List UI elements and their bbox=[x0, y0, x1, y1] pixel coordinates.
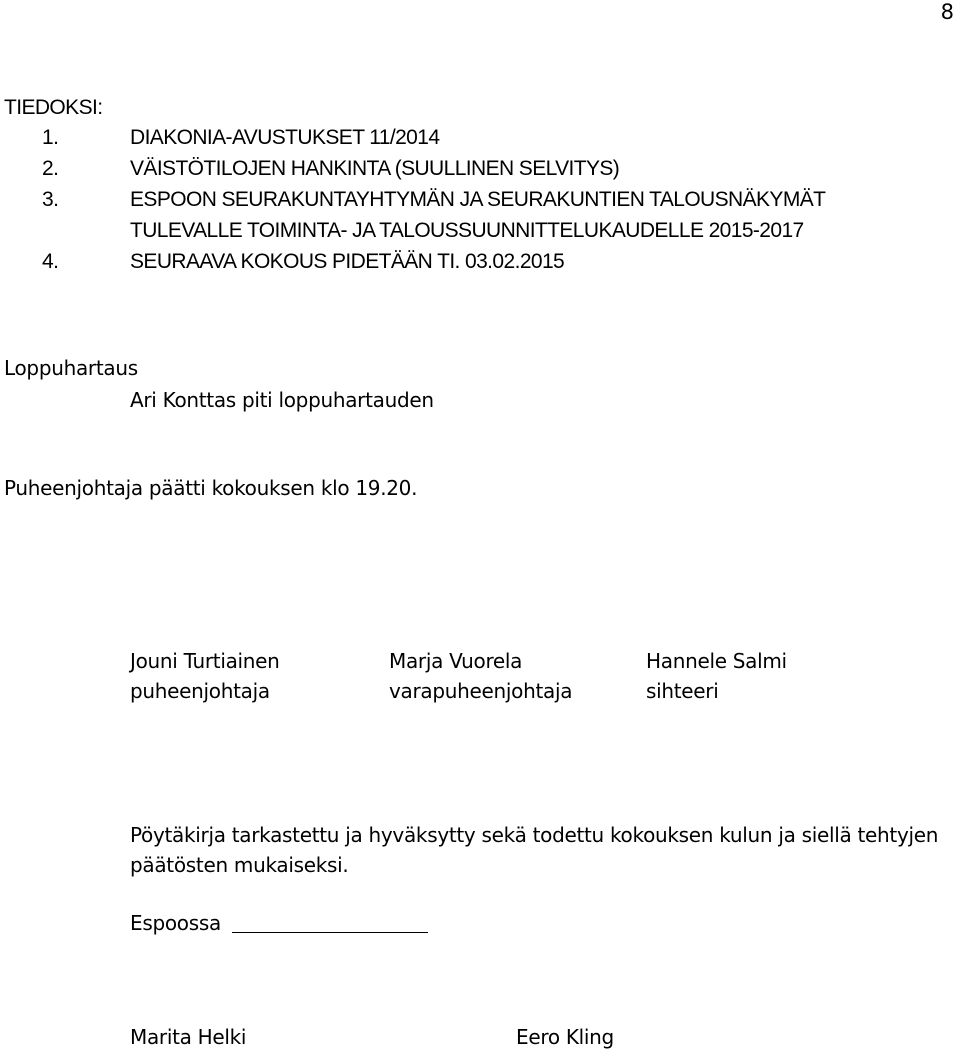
list-item-number: 1. bbox=[42, 126, 59, 149]
list-item-number: 2. bbox=[42, 157, 59, 180]
signatory-name: Hannele Salmi bbox=[646, 649, 787, 673]
signatory-role: varapuheenjohtaja bbox=[389, 679, 573, 703]
list-item-number: 3. bbox=[42, 188, 59, 211]
info-list bbox=[4, 122, 825, 277]
closing-statement: Puheenjohtaja päätti kokouksen klo 19.20. bbox=[4, 476, 418, 500]
reviewer-name: Marita Helki bbox=[130, 1025, 247, 1049]
closing-prayer-title: Loppuhartaus bbox=[4, 356, 138, 380]
signatory-name: Jouni Turtiainen bbox=[130, 649, 280, 673]
signatory-name: Marja Vuorela bbox=[389, 649, 523, 673]
info-heading: TIEDOKSI: bbox=[4, 96, 103, 119]
list-item bbox=[4, 184, 825, 246]
list-item bbox=[4, 122, 825, 153]
date-signature-line bbox=[232, 932, 428, 933]
list-item-text: ESPOON SEURAKUNTAYHTYMÄN JA SEURAKUNTIEN TALOUSNÄKYMÄT bbox=[130, 188, 826, 211]
signatory-role: puheenjohtaja bbox=[130, 679, 270, 703]
list-item bbox=[4, 153, 825, 184]
verification-line-1: Pöytäkirja tarkastettu ja hyväksytty sekä todettu kokouksen kulun ja siellä tehtyjen bbox=[130, 823, 939, 847]
reviewer-name: Eero Kling bbox=[516, 1025, 614, 1049]
signatory-role: sihteeri bbox=[646, 679, 719, 703]
list-item-text-continued: TULEVALLE TOIMINTA- JA TALOUSSUUNNITTELUKAUDELLE 2015-2017 bbox=[130, 219, 804, 242]
list-item-text: DIAKONIA-AVUSTUKSET 11/2014 bbox=[130, 126, 440, 149]
list-item-text: SEURAAVA KOKOUS PIDETÄÄN TI. 03.02.2015 bbox=[130, 250, 565, 273]
list-item-text: VÄISTÖTILOJEN HANKINTA (SUULLINEN SELVITYS) bbox=[130, 157, 620, 180]
verification-line-2: päätösten mukaiseksi. bbox=[130, 853, 349, 877]
page-number: 8 bbox=[940, 0, 954, 24]
list-item-number: 4. bbox=[42, 250, 59, 273]
closing-prayer-text: Ari Konttas piti loppuhartauden bbox=[130, 388, 434, 412]
verification-place: Espoossa bbox=[130, 911, 221, 935]
list-item bbox=[4, 246, 825, 277]
